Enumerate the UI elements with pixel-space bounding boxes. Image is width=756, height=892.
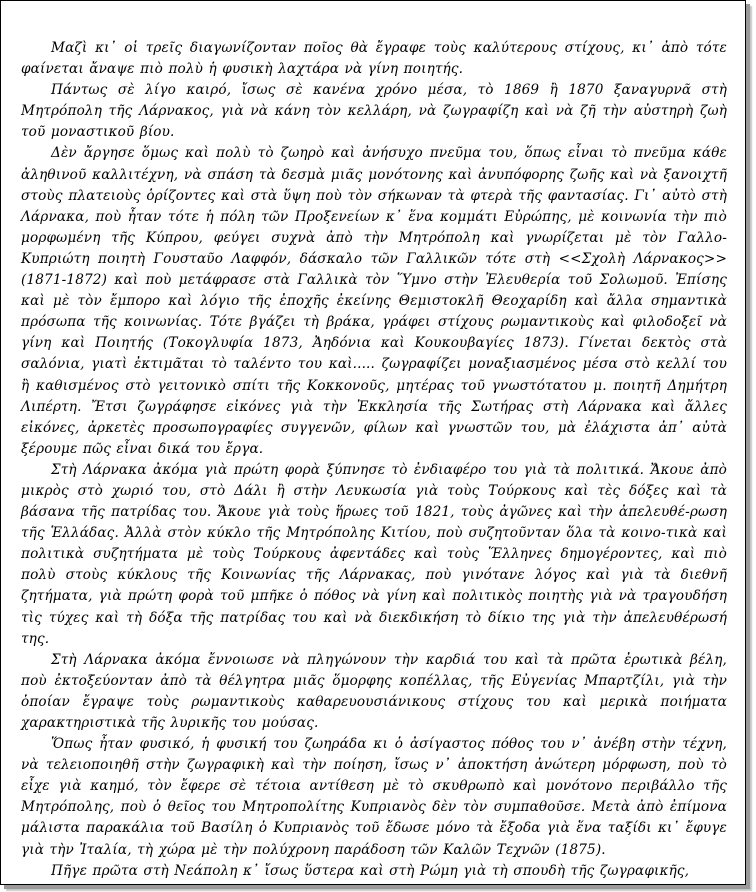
paragraph: Στὴ Λάρνακα ἀκόμα ἔννοιωσε νὰ πληγώνουν τὴν καρδιά του καὶ τὰ πρῶτα ἐρωτικὰ βέλη, ποὺ ἐκτοξεύονταν ἀπὸ τὰ θέλγητρα μιᾶς ὅμορφης κοπέλλας, τῆς Εὐγενίας Μπαρτζίλι, γιὰ τὴν ὁποίαν ἔγραψε τοὺς ρωμαντικοὺς καθαρευουσιάνικους στίχους του καὶ μερικὰ ποιήματα χαρακτηριστικὰ τῆς λυρικῆς του μούσας. — [21, 651, 727, 731]
paragraph: Μαζὶ κι᾿ οἱ τρεῖς διαγωνίζονταν ποῖος θὰ ἔγραφε τοὺς καλύτερους στίχους, κι᾿ ἀπὸ τότε φαίνεται ἄναψε πιὸ πολὺ ἡ φυσικὴ λαχτάρα νὰ γίνη ποιητής. — [21, 40, 727, 78]
paragraph: Ὅπως ἦταν φυσικό, ἡ φυσική του ζωηράδα κι ὁ ἀσίγαστος πόθος του ν᾿ ἀνέβη στὴν τέχνη, νὰ τελειοποιηθῆ στὴν ζωγραφικὴ καὶ τὴν ποίηση, ἴσως ν᾿ ἀποκτήση ἀνώτερη μόρφωση, ποὺ τὸ εἶχε γιὰ καημό, τὸν ἔφερε σὲ τέτοια αντίθεση μὲ τὸ σκυθρωπὸ καὶ μονότονο περιβάλλο τῆς Μητρόπολης, ποὺ ὁ θεῖος του Μητροπολίτης Κυπριανὸς δὲν τὸν συμπαθοῦσε. Μετὰ ἀπὸ ἐπίμονα μάλιστα παρακάλια τοῦ Βασίλη ὁ Κυπριανὸς τοῦ ἔδωσε μόνο τὰ ἔξοδα γιὰ ἕνα ταξίδι κι᾿ ἔφυγε γιὰ τὴν Ἰταλία, τὴ χώρα μὲ τὴν πολύχρονη παράδοση τῶν Καλῶν Τεχνῶν (1875). — [21, 736, 727, 858]
paragraph: Δὲν ἄργησε ὅμως καὶ πολὺ τὸ ζωηρὸ καὶ ἀνήσυχο πνεῦμα του, ὅπως εἶναι τὸ πνεῦμα κάθε ἀληθινοῦ καλλιτέχνη, νὰ σπάση τὰ δεσμὰ μιᾶς μονότονης καὶ ἀνυπόφορης ζωῆς καὶ νὰ ξανοιχτῆ στοὺς πλατειοὺς ὁρίζοντες καὶ στὰ ὕψη ποὺ τὸν σήκωναν τὰ φτερὰ τῆς φαντασίας. Γι᾿ αὐτὸ στὴ Λάρνακα, ποὺ ἦταν τότε ἡ πόλη τῶν Προξενείων κ᾿ ἕνα κομμάτι Εὐρώπης, μὲ κοινωνία τὴν πιὸ μορφωμένη τῆς Κύπρου, φεύγει συχνὰ ἀπὸ τὴν Μητρόπολη καὶ γνωρίζεται μὲ τὸν Γαλλο-Κυπριώτη ποιητὴ Γουσταῦο Λαφφόν, δάσκαλο τῶν Γαλλικῶν τότε στὴ <<Σχολὴ Λάρνακος>> (1871-1872) καὶ ποὺ μετάφρασε στὰ Γαλλικὰ τὸν Ὕμνο στὴν Ἐλευθερία τοῦ Σολωμοῦ. Ἐπίσης καὶ μὲ τὸν ἔμπορο καὶ λόγιο τῆς ἐποχῆς ἐκείνης Θεμιστοκλῆ Θεοχαρίδη καὶ ἄλλα σημαντικὰ πρόσωπα τῆς κοινωνίας. Τότε βγάζει τὴ βράκα, γράφει στίχους ρωμαντικοὺς καὶ φιλοδοξεῖ νὰ γίνη καὶ Ποιητής (Τοκογλυφία 1873, Ἀηδόνια καὶ Κουκουβαγίες 1873). Γίνεται δεκτὸς στὰ σαλόνια, γιατὶ ἐκτιμᾶται τὸ ταλέντο του καὶ..... ζωγραφίζει μοναξιασμένος μέσα στὸ κελλί του ἢ καθισμένος στὸ γειτονικὸ σπίτι τῆς Κοκκονοῦς, μητέρας τοῦ γνωστότατου μ. ποιητῆ Δημήτρη Λιπέρτη. Ἔτσι ζωγράφησε εἰκόνες γιὰ τὴν Ἐκκλησία τῆς Σωτήρας στὴ Λάρνακα καὶ ἄλλες εἰκόνες, ἀρκετὲς προσωπογραφίες συγγενῶν, φίλων καὶ γνωστῶν του, μὰ ἐλάχιστα ἀπ᾿ αὐτὰ ξέρουμε πῶς εἶναι δικά του ἔργα. — [21, 145, 727, 457]
document-body — [21, 38, 727, 882]
paragraph: Πῆγε πρῶτα στὴ Νεάπολη κ᾿ ἴσως ὕστερα καὶ στὴ Ρώμη γιὰ τὴ σπουδὴ τῆς ζωγραφικῆς, — [51, 862, 690, 879]
paragraph: Στὴ Λάρνακα ἀκόμα γιὰ πρώτη φορὰ ξύπνησε τὸ ἐνδιαφέρο του γιὰ τὰ πολιτικά. Ἄκουε ἀπὸ μικρὸς στὸ χωριό του, στὸ Δάλι ἢ στὴν Λευκωσία γιὰ τοὺς Τούρκους καὶ τὲς δόξες καὶ τὰ βάσανα τῆς πατρίδας του. Ἄκουε γιὰ τοὺς ἥρωες τοῦ 1821, τοὺς ἀγῶνες καὶ τὴν ἀπελευθέ-ρωση τῆς Ἑλλάδας. Ἀλλὰ στὸν κύκλο τῆς Μητρόπολης Κιτίου, ποὺ συζητοῦνταν ὅλα τὰ κοινο-τικὰ καὶ πολιτικὰ συζητήματα μὲ τοὺς Τούρκους ἀφεντάδες καὶ τοὺς Ἕλληνες δημογέροντες, καὶ πιὸ πολὺ στοὺς κύκλους τῆς Κοινωνίας τῆς Λάρνακας, ποὺ γινότανε λόγος καὶ γιὰ τὰ διεθνῆ ζητήματα, γιὰ πρώτη φορὰ τοῦ μπῆκε ὁ πόθος νὰ γίνη καὶ πολιτικὸς ποιητὴς γιὰ νὰ τραγουδήση τὶς τύχες καὶ τὴ δόξα τῆς πατρίδας του καὶ νὰ διεκδικήση τὸ δίκιο της γιὰ τὴν ἀπελευθέρωσή της. — [21, 461, 727, 647]
paragraph: Πάντως σὲ λίγο καιρό, ἴσως σὲ κανένα χρόνο μέσα, τὸ 1869 ἢ 1870 ξαναγυρνᾶ στὴ Μητρόπολη τῆς Λάρνακος, γιὰ νὰ κάνη τὸν κελλάρη, νὰ ζωγραφίζη καὶ νὰ ζῆ τὴν αὐστηρὴ ζωὴ τοῦ μοναστικοῦ βίου. — [21, 82, 727, 141]
